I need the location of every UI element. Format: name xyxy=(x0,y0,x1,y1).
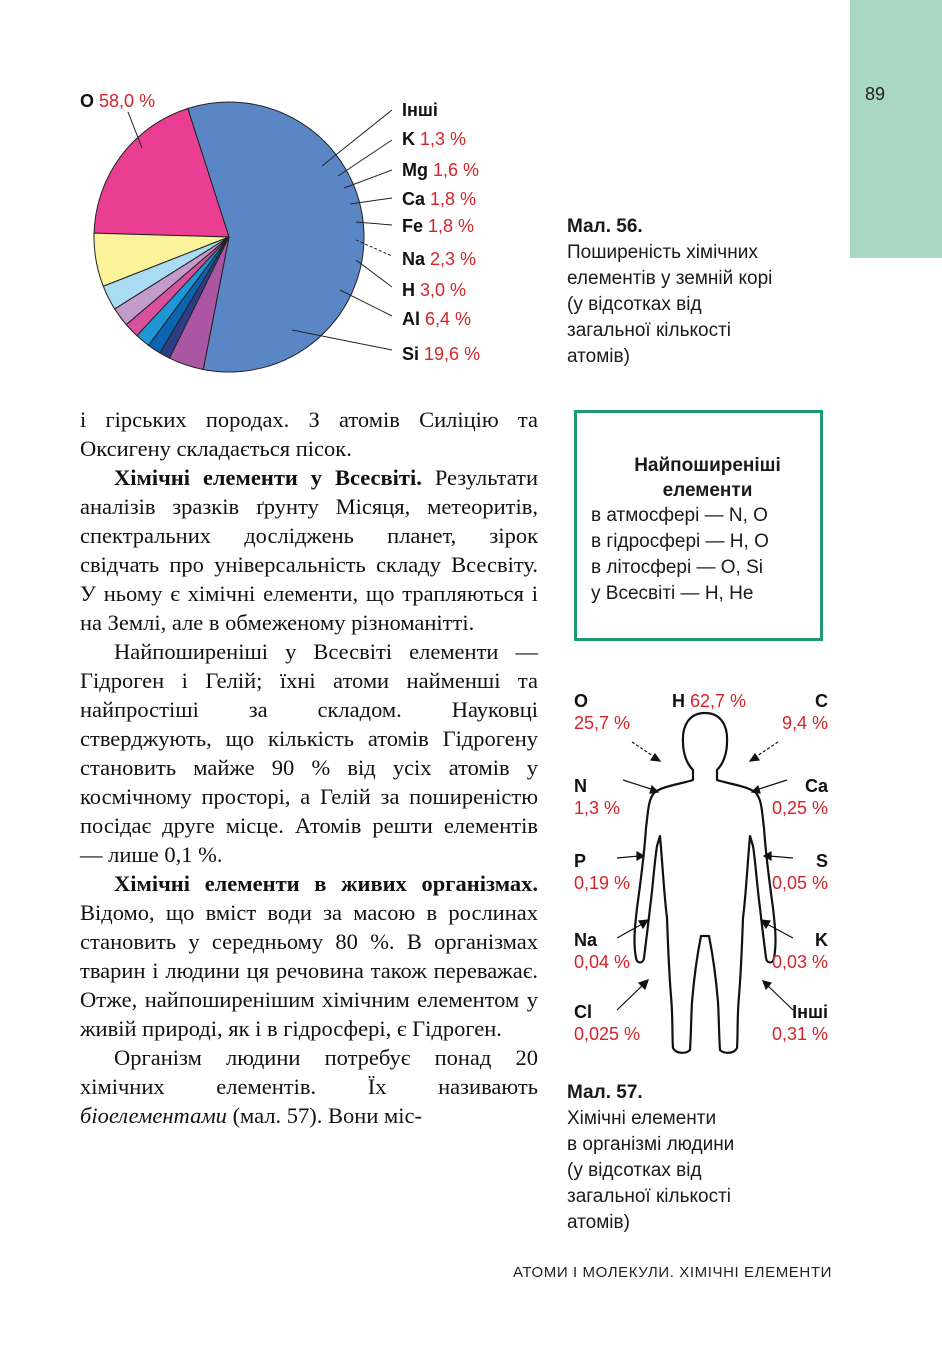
body-outline xyxy=(634,713,775,1053)
page-footer: АТОМИ І МОЛЕКУЛИ. ХІМІЧНІ ЕЛЕМЕНТИ xyxy=(512,1264,832,1281)
infobox-line-lithosphere: в літосфері — O, Si xyxy=(591,557,764,578)
pie-label-al: Al 6,4 % xyxy=(402,309,472,329)
body-label-o: O 25,7 % xyxy=(574,691,631,733)
pie-label-other: Інші xyxy=(402,100,438,120)
body-label-s: S 0,05 % xyxy=(771,851,828,893)
paragraph-1: і гірських породах. З атомів Силіцію та Оксигену складається пісок. xyxy=(80,407,538,461)
pie-label-mg: Mg 1,6 % xyxy=(402,160,480,180)
figure56-caption xyxy=(567,214,772,370)
infobox-line-hydrosphere: в гідросфері — H, O xyxy=(591,531,769,552)
body-label-ca: Ca 0,25 % xyxy=(771,776,828,818)
paragraph-5: Організм людини потребує понад 20 хімічних елементів. Їх називають біоелементами (мал. 57). Вони міс- xyxy=(80,1045,538,1128)
pie-label-o: O 58,0 % xyxy=(80,91,156,111)
figure57-caption-text: Хімічні елементи в організмі людини (у відсотках від загальної кількості атомів) xyxy=(567,1108,735,1233)
heading-living-organisms: Хімічні елементи в живих організмах. xyxy=(114,871,538,896)
body-label-c: C 9,4 % xyxy=(781,691,828,733)
main-text xyxy=(80,405,538,1130)
paragraph-3: Найпоширеніші у Всесвіті елементи — Гідроген і Гелій; їхні атоми найменші та найпростіші за складом. Науковці стверджують, що кількість атомів Гідрогену становить майже 90 % від усіх атомів у космічному просторі, а Гелій за поширеністю посідає друге місце. Атомів решти елементів — лише 0,1 %. xyxy=(80,639,538,867)
pie-label-h: H 3,0 % xyxy=(402,280,467,300)
infobox-title: Найпоширеніші елементи xyxy=(634,455,781,501)
body-label-h: H 62,7 % xyxy=(672,691,747,711)
pie-label-fe: Fe 1,8 % xyxy=(402,216,475,236)
figure57-caption-title: Мал. 57. xyxy=(567,1082,643,1103)
figure56-caption-text: Поширеність хімічних елементів у земній корі (у відсотках від загальної кількості атомів) xyxy=(567,242,773,367)
body-label-k: K 0,03 % xyxy=(771,930,828,972)
body-label-cl: Cl 0,025 % xyxy=(574,1002,641,1044)
body-arrows xyxy=(617,742,793,1010)
page-number: 89 xyxy=(865,84,886,104)
pie-label-si: Si 19,6 % xyxy=(402,344,481,364)
term-bioelements: біоелементами xyxy=(80,1103,227,1128)
pie-label-ca: Ca 1,8 % xyxy=(402,189,477,209)
heading-universe: Хімічні елементи у Всесвіті. xyxy=(114,465,422,490)
body-label-n: N 1,3 % xyxy=(574,776,621,818)
body-label-na: Na 0,04 % xyxy=(574,930,631,972)
pie-label-na: Na 2,3 % xyxy=(402,249,477,269)
body-label-other: Інші 0,31 % xyxy=(771,1002,828,1044)
paragraph-2: Хімічні елементи у Всесвіті. Результати аналізів зразків ґрунту Місяця, метеоритів, спектральних досліджень планет, зірок свідчать про універсальність складу Всесвіту. У ньому є хімічні елементи, що трапляються і на Землі, але в обмеженому різноманітті. xyxy=(80,465,538,635)
paragraph-4: Хімічні елементи в живих організмах. Відомо, що вміст води за масою в рослинах становить у середньому 80 %. В організмах тварин і людини ця речовина також переважає. Отже, найпоширенішим хімічним елементом у живій природі, як і в гідросфері, є Гідроген. xyxy=(80,871,538,1041)
infobox-line-atmosphere: в атмосфері — N, O xyxy=(591,505,768,526)
body-label-p: P 0,19 % xyxy=(574,851,631,893)
chapter-tab xyxy=(850,0,942,258)
figure56-caption-title: Мал. 56. xyxy=(567,216,643,237)
most-common-elements-box xyxy=(574,410,823,641)
pie-label-k: K 1,3 % xyxy=(402,129,467,149)
infobox-line-universe: у Всесвіті — H, He xyxy=(591,583,754,604)
figure57-caption xyxy=(567,1080,734,1236)
